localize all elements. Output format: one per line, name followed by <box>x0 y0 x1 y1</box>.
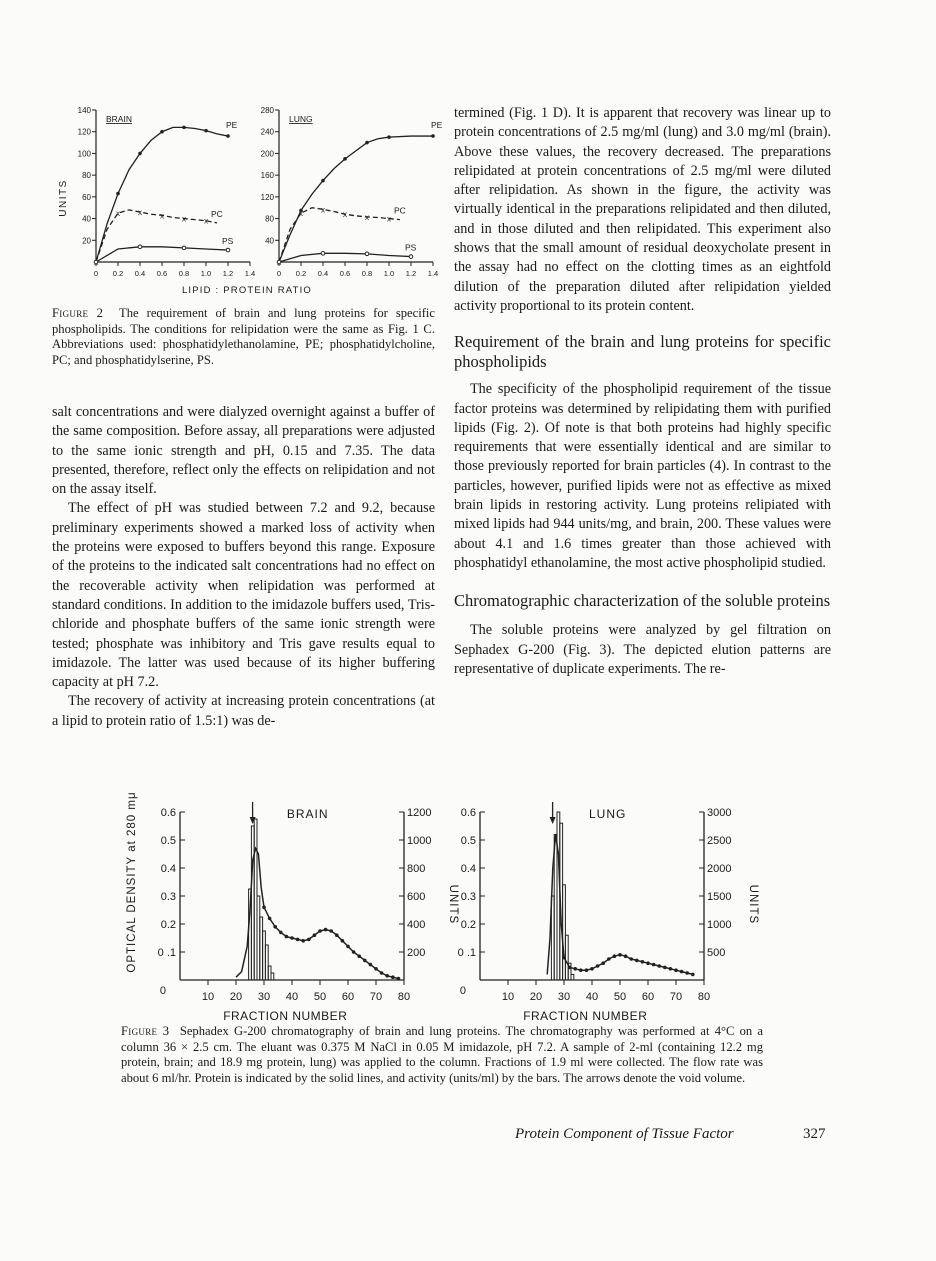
fig2-point: x <box>387 214 391 224</box>
fig3-od-tick-label: 0 .1 <box>157 947 176 959</box>
fig3-x-tick-label: 40 <box>585 991 599 1003</box>
fig3-protein-point <box>646 961 650 965</box>
fig2-series-label-pc: PC <box>211 208 223 219</box>
fig3-protein-point <box>585 968 589 972</box>
fig3-protein-point <box>601 961 605 965</box>
fig3-protein-point <box>669 967 673 971</box>
fig3-protein-point <box>674 968 678 972</box>
fig2-x-tick-label: 0.8 <box>361 269 373 278</box>
fig3-od-tick-label: 0.6 <box>160 807 176 819</box>
fig2-point <box>365 141 369 145</box>
fig2-point <box>116 192 120 196</box>
fig3-x-tick-label: 20 <box>529 991 543 1003</box>
void-volume-arrowhead-icon <box>550 817 556 824</box>
fig2-x-tick-label: 1.4 <box>427 269 439 278</box>
fig3-od-tick-label: 0.4 <box>160 863 176 875</box>
fig2-point <box>182 246 186 250</box>
fig3-activity-bar <box>271 973 274 980</box>
fig3-protein-point <box>285 935 289 939</box>
fig3-units-tick-label: 2500 <box>707 835 732 847</box>
void-volume-arrowhead-icon <box>250 817 256 824</box>
fig2-x-tick-label: 0 <box>93 269 99 278</box>
fig2-x-tick-label: 0.6 <box>339 269 351 278</box>
fig3-x-tick-label: 80 <box>397 991 411 1003</box>
fig3-origin-label: 0 <box>159 985 166 997</box>
fig2-x-tick-label: 1.2 <box>222 269 234 278</box>
fig3-od-tick-label: 0.6 <box>460 807 476 819</box>
fig3-protein-point <box>335 933 339 937</box>
fig3-x-tick-label: 80 <box>697 991 711 1003</box>
fig3-x-tick-label: 40 <box>285 991 299 1003</box>
fig3-units-tick-label: 500 <box>707 947 726 959</box>
fig2-point <box>431 134 435 138</box>
left-para-3: The recovery of activity at increasing protein concentrations (at a lipid to protein ratio of 1.5:1) was de- <box>52 693 435 729</box>
fig2-point <box>409 255 413 259</box>
fig3-x-tick-label: 50 <box>313 991 327 1003</box>
fig3-protein-point <box>680 970 684 974</box>
fig2-point <box>204 129 208 133</box>
fig3-protein-point <box>363 959 367 963</box>
fig3-protein-point <box>262 905 266 909</box>
fig3-protein-point <box>346 945 350 949</box>
fig2-y-tick-label: 40 <box>82 214 91 224</box>
fig2-ylabel: UNITS <box>58 179 69 217</box>
fig3-protein-point <box>307 938 311 942</box>
fig2-y-tick-label: 160 <box>260 171 274 181</box>
fig2-point <box>321 179 325 183</box>
fig3-ylabel-left: OPTICAL DENSITY at 280 mμ <box>126 791 138 973</box>
fig2-point: x <box>116 209 120 219</box>
fig3-od-tick-label: 0.3 <box>160 891 176 903</box>
left-para-2: The effect of pH was studied between 7.2 and 9.2, because preliminary experiments showed a marked loss of activity when the proteins were exposed to buffers beyond this range. Exposure of the proteins to the indicated salt concentrations had no effect on the recoverable activity when relipidation was performed at standard conditions. In addition to the imidazole buffers used, Tris-chloride and phosphate buffers of the same ionic strength were tested; phosphate was inhibitory and Tris gave results equal to imidazole. The latter was used because of its higher buffering capacity at pH 7.2. <box>52 500 435 691</box>
fig3-origin-label: 0 <box>459 985 466 997</box>
fig2-y-tick-label: 80 <box>82 171 91 181</box>
fig2-y-tick-label: 140 <box>77 106 91 115</box>
fig2-x-tick-label: 0.4 <box>317 269 329 278</box>
fig3-protein-point <box>397 977 401 981</box>
fig2-panel-title: BRAIN <box>106 114 132 124</box>
fig2-point <box>94 260 98 264</box>
fig3-protein-point <box>573 967 577 971</box>
fig2-caption <box>52 306 435 368</box>
fig3-od-tick-label: 0.2 <box>460 919 476 931</box>
fig2-x-tick-label: 1.0 <box>200 269 212 278</box>
fig3-units-tick-label: 400 <box>407 919 426 931</box>
fig3-activity-bar <box>571 974 574 980</box>
fig3-protein-point <box>385 974 389 978</box>
fig2-series-ps <box>96 247 228 262</box>
fig2-point <box>321 252 325 256</box>
page-number: 327 <box>803 1126 826 1142</box>
fig2-point <box>365 252 369 256</box>
fig2-point <box>138 152 142 156</box>
fig3-x-tick-label: 50 <box>613 991 627 1003</box>
fig3-od-tick-label: 0.3 <box>460 891 476 903</box>
fig3-panel-title: LUNG <box>589 807 627 821</box>
fig3-protein-point <box>313 933 317 937</box>
fig2-y-tick-label: 40 <box>265 236 274 246</box>
fig2-y-tick-label: 280 <box>260 106 274 115</box>
fig3-od-tick-label: 0.2 <box>160 919 176 931</box>
fig3-protein-point <box>685 971 689 975</box>
fig2-x-tick-label: 0.2 <box>295 269 307 278</box>
fig3-protein-point <box>273 925 277 929</box>
fig3-units-tick-label: 1200 <box>407 807 432 819</box>
fig3-protein-point <box>562 956 566 960</box>
fig2-point: x <box>204 216 208 226</box>
fig3-caption-text: Sephadex G-200 chromatography of brain and lung proteins. The chromatography was performed at 4°C on a column 36 × 2.5 cm. The eluant was 0.375 M NaCl in 0.05 M imidazole, pH 7.2. A sample of 2-ml (containing 12.2 mg protein, brain; and 18.9 mg protein, lung) was applied to the column. Fractions of 1.9 ml were collected. The flow rate was about 6 ml/hr. Protein is indicated by the solid lines, and activity (units/ml) by the bars. The arrows denote the void volume. <box>121 1024 764 1085</box>
fig3-panel-title: BRAIN <box>286 807 329 821</box>
fig2-caption-text: The requirement of brain and lung proteins for specific phospholipids. The conditions for relipidation were the same as Fig. 1 C. Abbreviations used: phosphatidylethanolamine, PE; phosphatidylcholine, PC; and phosphatidylserine, PS. <box>52 306 435 367</box>
fig2-point: x <box>160 211 164 221</box>
fig3-protein-point <box>268 917 272 921</box>
fig3-x-tick-label: 30 <box>257 991 271 1003</box>
fig2-series-label-ps: PS <box>405 242 417 253</box>
fig2-xlabel: LIPID : PROTEIN RATIO <box>181 285 313 296</box>
fig2-point <box>160 130 164 134</box>
fig2-y-tick-label: 120 <box>260 192 274 202</box>
left-column <box>52 403 435 731</box>
fig3-protein-point <box>691 973 695 977</box>
fig3-x-tick-label: 70 <box>369 991 383 1003</box>
fig3-ylabel-right: UNITS <box>747 884 759 925</box>
fig3-od-tick-label: 0.5 <box>160 835 176 847</box>
fig3-units-tick-label: 1500 <box>707 891 732 903</box>
right-para-1: termined (Fig. 1 D). It is apparent that recovery was linear up to protein concentrations of 2.5 mg/ml (lung) and 3.0 mg/ml (brain). Above these values, the recovery decreased. The preparations relipidated at protein concentrations of 2.5 mg/ml were diluted after relipidation. As shown in the figure, the activity was virtually identical in the preparations relipidated and then diluted, and in those diluted and then relipidated. This experiment also shows that the small amount of residual deoxycholate present in the assay had no effect on the clotting times as an eightfold dilution of the preparation diluted after relipidation yielded activity proportional to its protein content. <box>454 105 831 314</box>
fig2-point: x <box>365 212 369 222</box>
fig3-protein-point <box>296 938 300 942</box>
fig3-protein-point <box>618 953 622 957</box>
right-para-2: The specificity of the phospholipid requirement of the tissue factor proteins was determined by relipidating them with purified lipids (Fig. 2). Of note is that both proteins had highly specific requirements that were essentially identical and are similar to those previously reported for brain particles (4). In contrast to the particles, however, purified lipids were not as effective as mixed brain lipids in restoring activity. Lung proteins relipiated with mixed lipids had 944 units/mg, and brain, 200. These values were about 4.1 and 1.6 times greater than those achieved with phosphatidyl ethanolamine, the most active phospholipid studied. <box>454 381 831 571</box>
fig3-protein-point <box>341 939 345 943</box>
fig3-protein-point <box>607 957 611 961</box>
fig2-y-tick-label: 100 <box>77 149 91 159</box>
fig3-protein-point <box>579 968 583 972</box>
fig3-units-tick-label: 1000 <box>407 835 432 847</box>
fig3-protein-point <box>635 959 639 963</box>
right-column <box>454 104 831 679</box>
fig3-protein-point <box>657 964 661 968</box>
fig3-protein-point <box>613 954 617 958</box>
fig3-xlabel: FRACTION NUMBER <box>523 1009 648 1020</box>
fig2-series-pc <box>96 210 217 262</box>
fig2-x-tick-label: 1.0 <box>383 269 395 278</box>
fig3-od-tick-label: 0 .1 <box>457 947 476 959</box>
left-para-1: salt concentrations and were dialyzed overnight against a buffer of the same composition. Before assay, all preparations were adjusted to the same ionic strength and pH, 0.15 and 7.35. The data presented, therefore, reflect only the effects on relipidation and not on the assay itself. <box>52 404 435 498</box>
fig3-protein-point <box>324 928 328 932</box>
fig3-protein-point <box>624 954 628 958</box>
figure-2 <box>52 100 447 300</box>
fig2-series-ps <box>279 253 411 262</box>
fig3-protein-point <box>629 957 633 961</box>
fig3-protein-point <box>590 967 594 971</box>
fig2-y-tick-label: 80 <box>265 214 274 224</box>
fig2-lung-panel <box>261 106 443 278</box>
fig3-x-tick-label: 60 <box>641 991 655 1003</box>
fig3-xlabel: FRACTION NUMBER <box>223 1009 348 1020</box>
fig3-protein-point <box>568 966 572 970</box>
fig3-protein-point <box>391 975 395 979</box>
fig3-x-tick-label: 10 <box>501 991 515 1003</box>
fig2-x-tick-label: 0.8 <box>178 269 190 278</box>
fig2-x-tick-label: 0.4 <box>134 269 146 278</box>
fig2-point <box>226 134 230 138</box>
fig3-protein-line <box>236 848 398 978</box>
fig2-x-tick-label: 0.2 <box>112 269 124 278</box>
fig2-point <box>387 135 391 139</box>
fig3-protein-point <box>380 971 384 975</box>
fig3-protein-point <box>318 929 322 933</box>
fig3-units-tick-label: 800 <box>407 863 426 875</box>
fig3-caption-label: Figure 3 <box>121 1024 170 1038</box>
fig2-y-tick-label: 120 <box>77 127 91 137</box>
section-heading-phospholipids: Requirement of the brain and lung proteins for specific phospholipids <box>454 332 831 372</box>
fig3-brain-panel <box>158 802 459 1020</box>
fig3-x-tick-label: 10 <box>201 991 215 1003</box>
running-title: Protein Component of Tissue Factor <box>515 1126 734 1142</box>
fig2-series-label-pc: PC <box>394 205 406 216</box>
fig3-units-tick-label: 2000 <box>707 863 732 875</box>
fig2-x-tick-label: 1.4 <box>244 269 256 278</box>
fig3-units-tick-label: 1000 <box>707 919 732 931</box>
fig2-point: x <box>343 210 347 220</box>
fig3-od-tick-label: 0.5 <box>460 835 476 847</box>
fig2-point <box>277 260 281 264</box>
fig3-units-tick-label: 600 <box>407 891 426 903</box>
fig2-series-label-pe: PE <box>226 120 238 131</box>
fig2-series-pe <box>96 127 228 262</box>
fig3-protein-point <box>301 939 305 943</box>
fig3-protein-point <box>290 936 294 940</box>
fig2-series-label-pe: PE <box>431 120 443 131</box>
fig2-panel-title: LUNG <box>289 114 313 124</box>
fig2-point <box>343 157 347 161</box>
fig3-lung-panel <box>458 802 759 1020</box>
figure-3 <box>118 770 778 1020</box>
fig3-units-tick-label: 200 <box>407 947 426 959</box>
fig2-x-tick-label: 0 <box>276 269 282 278</box>
fig3-protein-point <box>641 960 645 964</box>
fig3-x-tick-label: 30 <box>557 991 571 1003</box>
fig2-y-tick-label: 60 <box>82 192 91 202</box>
fig3-protein-point <box>596 964 600 968</box>
fig2-y-tick-label: 200 <box>260 149 274 159</box>
fig3-od-tick-label: 0.4 <box>460 863 476 875</box>
fig2-x-tick-label: 1.2 <box>405 269 417 278</box>
fig2-point <box>226 248 230 252</box>
fig3-ylabel-right: UNITS <box>447 884 459 925</box>
fig2-caption-label: Figure 2 <box>52 306 104 320</box>
fig3-protein-point <box>652 963 656 967</box>
fig2-brain-panel <box>78 106 256 278</box>
right-para-3: The soluble proteins were analyzed by gel filtration on Sephadex G-200 (Fig. 3). The depicted elution patterns are representative of duplicate experiments. The re- <box>454 622 831 677</box>
fig2-point: x <box>321 205 325 215</box>
fig2-point: x <box>182 214 186 224</box>
fig3-x-tick-label: 20 <box>229 991 243 1003</box>
fig3-caption <box>121 1024 763 1086</box>
fig2-y-tick-label: 20 <box>82 236 91 246</box>
fig2-point <box>138 245 142 249</box>
fig3-protein-point <box>369 963 373 967</box>
fig3-x-tick-label: 70 <box>669 991 683 1003</box>
fig3-protein-point <box>279 931 283 935</box>
section-heading-chromatographic: Chromatographic characterization of the soluble proteins <box>454 591 831 611</box>
fig3-protein-point <box>663 966 667 970</box>
fig2-point: x <box>138 208 142 218</box>
fig3-protein-point <box>374 967 378 971</box>
fig3-protein-point <box>357 954 361 958</box>
fig2-point: x <box>299 209 303 219</box>
fig3-protein-point <box>329 929 333 933</box>
fig2-series-label-ps: PS <box>222 236 234 247</box>
fig2-point <box>182 126 186 130</box>
fig3-protein-point <box>352 950 356 954</box>
fig3-x-tick-label: 60 <box>341 991 355 1003</box>
fig3-units-tick-label: 3000 <box>707 807 732 819</box>
fig2-y-tick-label: 240 <box>260 127 274 137</box>
fig2-x-tick-label: 0.6 <box>156 269 168 278</box>
